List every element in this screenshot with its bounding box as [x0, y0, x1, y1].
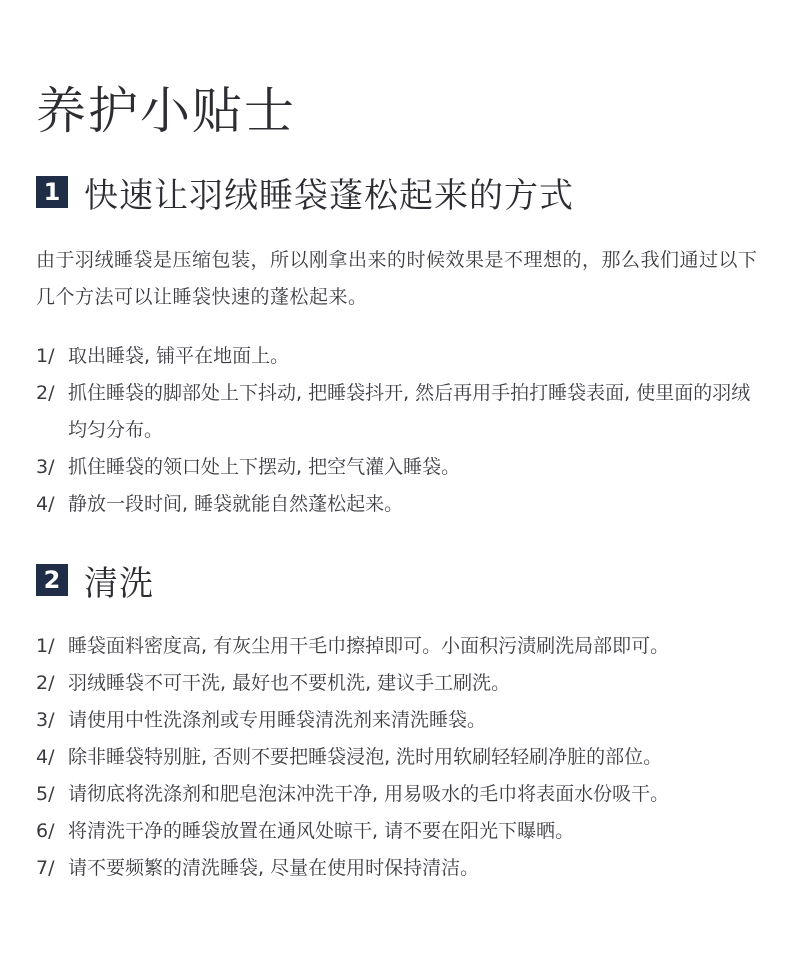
section-1-intro: 由于羽绒睡袋是压缩包装，所以刚拿出来的时候效果是不理想的，那么我们通过以下几个方法可以让睡袋快速的蓬松起来。	[36, 249, 758, 308]
list-item	[36, 628, 766, 665]
section-1-header	[36, 170, 574, 214]
step-text: 请不要频繁的清洗睡袋, 尽量在使用时保持清洁。	[68, 857, 480, 879]
step-text: 抓住睡袋的脚部处上下抖动, 把睡袋抖开, 然后再用手拍打睡袋表面, 使里面的羽绒均匀分布。	[68, 382, 751, 441]
list-item	[36, 702, 766, 739]
section-2-title: 清洗	[84, 563, 154, 604]
list-item	[36, 850, 766, 887]
list-item	[36, 813, 766, 850]
list-item	[36, 375, 766, 449]
step-text: 取出睡袋, 铺平在地面上。	[68, 345, 290, 367]
list-item	[36, 338, 766, 375]
fluff-steps-list	[36, 338, 766, 523]
step-number: 2/	[36, 672, 55, 694]
list-item	[36, 665, 766, 702]
step-number: 1/	[36, 345, 55, 367]
page-title: 养护小贴士	[36, 82, 296, 140]
list-item	[36, 486, 766, 523]
step-text: 羽绒睡袋不可干洗, 最好也不要机洗, 建议手工刷洗。	[68, 672, 511, 694]
step-number: 4/	[36, 493, 55, 515]
section-1-number-badge: 1	[36, 176, 68, 208]
section-2-header	[36, 558, 154, 602]
list-item	[36, 776, 766, 813]
list-item	[36, 449, 766, 486]
washing-steps-list	[36, 628, 766, 887]
list-item	[36, 739, 766, 776]
step-number: 3/	[36, 709, 55, 731]
step-text: 除非睡袋特别脏, 否则不要把睡袋浸泡, 洗时用软刷轻轻刷净脏的部位。	[68, 746, 663, 768]
step-text: 静放一段时间, 睡袋就能自然蓬松起来。	[68, 493, 404, 515]
step-number: 1/	[36, 635, 55, 657]
step-text: 请使用中性洗涤剂或专用睡袋清洗剂来清洗睡袋。	[68, 709, 487, 731]
step-number: 4/	[36, 746, 55, 768]
step-number: 7/	[36, 857, 55, 879]
step-text: 请彻底将洗涤剂和肥皂泡沫冲洗干净, 用易吸水的毛巾将表面水份吸干。	[68, 783, 670, 805]
step-number: 6/	[36, 820, 55, 842]
step-number: 2/	[36, 382, 55, 404]
section-2-number-badge: 2	[36, 564, 68, 596]
step-text: 将清洗干净的睡袋放置在通风处晾干, 请不要在阳光下曝晒。	[68, 820, 575, 842]
step-text: 睡袋面料密度高, 有灰尘用干毛巾擦掉即可。小面积污渍刷洗局部即可。	[68, 635, 670, 657]
section-1-title: 快速让羽绒睡袋蓬松起来的方式	[84, 175, 574, 216]
step-number: 5/	[36, 783, 55, 805]
step-number: 3/	[36, 456, 55, 478]
step-text: 抓住睡袋的领口处上下摆动, 把空气灌入睡袋。	[68, 456, 461, 478]
